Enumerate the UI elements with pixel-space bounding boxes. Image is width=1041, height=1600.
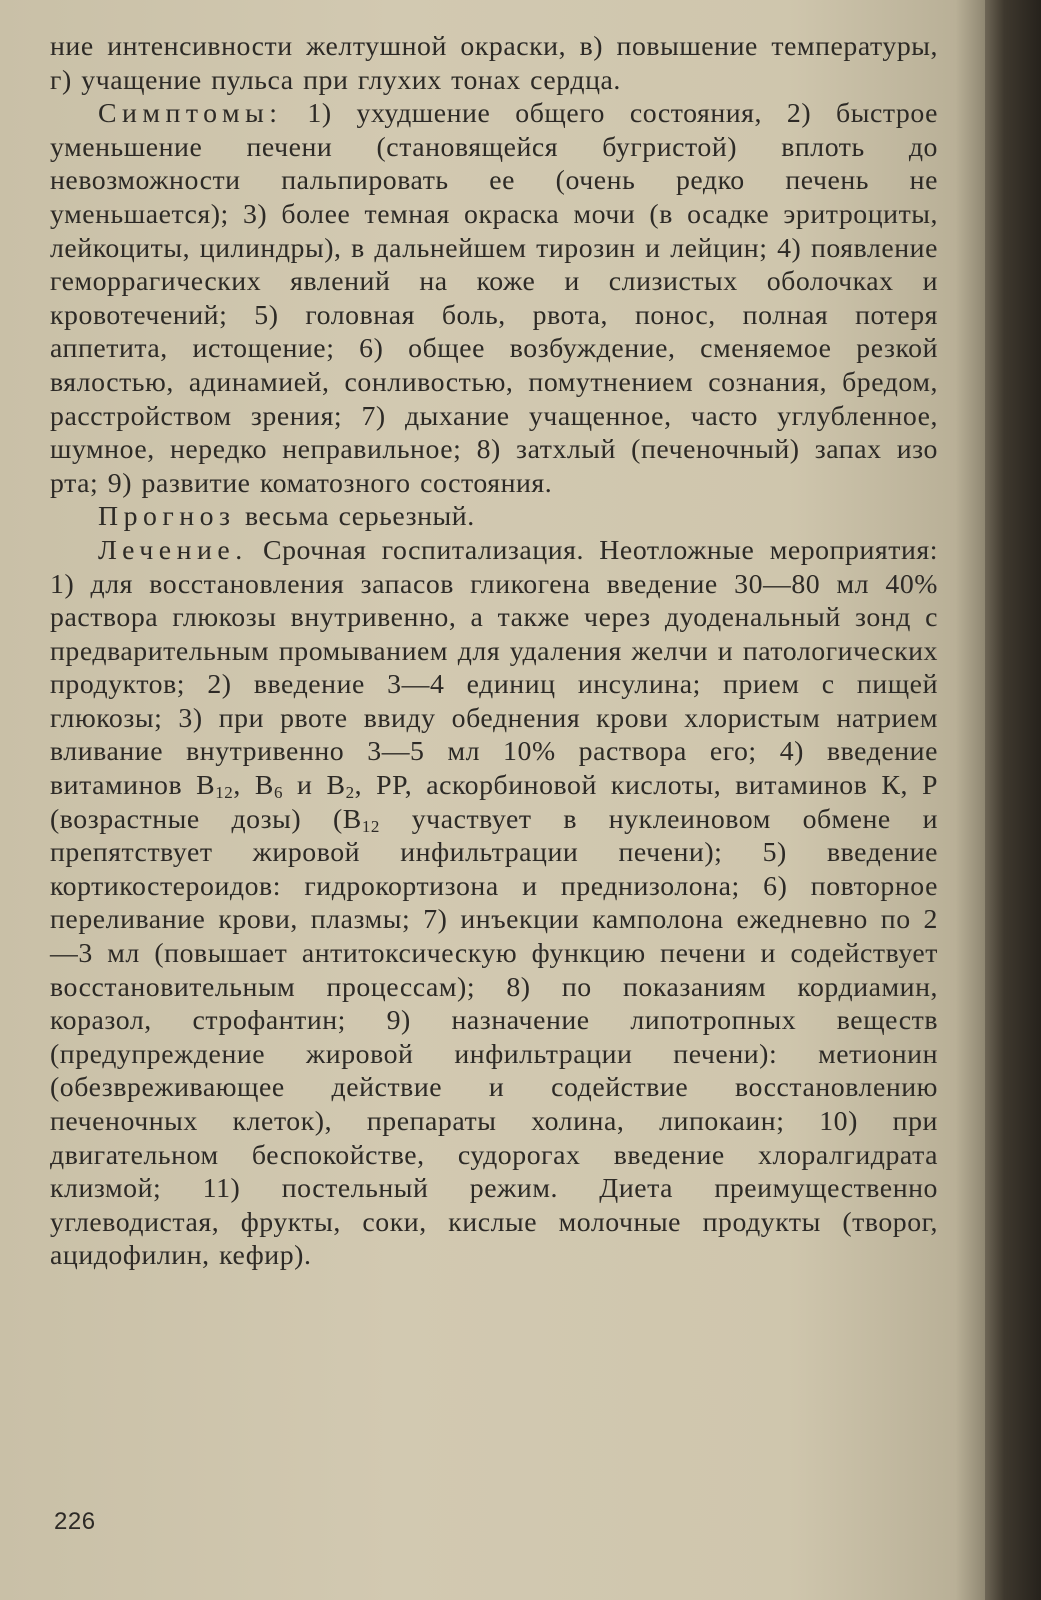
page-number: 226 — [54, 1508, 96, 1535]
prognosis-paragraph — [50, 500, 938, 534]
continuation-paragraph — [50, 30, 938, 97]
symptoms-heading: Симптомы: — [98, 98, 283, 130]
vitamin-subscript: 6 — [273, 783, 284, 803]
treatment-text-1: Срочная госпитализация. Неотложные мероприятия: 1) для восстановления запасов гликогена введение 30—80 мл 40% раствора глюкозы внутривенно, а также через дуоденальный зонд с предварительным промыванием для удаления желчи и патологических продуктов; 2) введение 3—4 единиц инсулина; прием с пищей глюкозы; 3) при рвоте ввиду обеднения крови хлористым натрием вливание внутривенно 3—5 мл 10% раствора его; 4) введение витаминов В — [50, 534, 938, 802]
symptoms-paragraph — [50, 97, 938, 500]
page-body — [50, 30, 938, 1273]
vitamin-subscript: 12 — [215, 783, 234, 803]
continuation-text: ние интенсивности желтушной окраски, в) повышение температуры, г) учащение пульса при глухих тонах сердца. — [50, 31, 938, 96]
prognosis-text: весьма серьезный. — [245, 501, 475, 533]
vitamin-subscript: 12 — [361, 816, 380, 836]
treatment-paragraph — [50, 534, 938, 1273]
treatment-text-4: , РР, аскорбиновой кислоты, витаминов К, Р (возрастные дозы) (В — [50, 770, 938, 835]
treatment-heading: Лечение. — [98, 534, 248, 566]
page-gutter-shadow — [985, 0, 1041, 1600]
treatment-text-5: участвует в нуклеиновом обмене и препятствует жировой инфильтрации печени); 5) введение кортикостероидов: гидрокортизона и преднизолона; 6) повторное переливание крови, плазмы; 7) инъекции камполона ежедневно по 2—3 мл (повышает антитоксическую функцию печени и содействует восстановительным процессам); 8) по показаниям кордиамин, коразол, строфантин; 9) назначение липотропных веществ (предупреждение жировой инфильтрации печени): метионин (обезвреживающее действие и содействие восстановлению печеночных клеток), препараты холина, липокаин; 10) при двигательном беспокойстве, судорогах введение хлоралгидрата клизмой; 11) постельный режим. Диета преимущественно углеводистая, фрукты, соки, кислые молочные продукты (творог, ацидофилин, кефир). — [50, 803, 938, 1272]
vitamin-subscript: 2 — [345, 783, 355, 803]
treatment-text-2: , В — [233, 770, 274, 802]
treatment-text-3: и В — [283, 770, 346, 802]
symptoms-text: 1) ухудшение общего состояния, 2) быстрое уменьшение печени (становящейся бугристой) вплоть до невозможности пальпировать ее (очень редко печень не уменьшается); 3) более темная окраска мочи (в осадке эритроциты, лейкоциты, цилиндры), в дальнейшем тирозин и лейцин; 4) появление геморрагических явлений на коже и слизистых оболочках и кровотечений; 5) головная боль, рвота, понос, полная потеря аппетита, истощение; 6) общее возбуждение, сменяемое резкой вялостью, адинамией, сонливостью, помутнением сознания, бредом, расстройством зрения; 7) дыхание учащенное, часто углубленное, шумное, нередко неправильное; 8) затхлый (печеночный) запах изо рта; 9) развитие коматозного состояния. — [50, 98, 938, 499]
prognosis-heading: Прогноз — [98, 501, 236, 533]
